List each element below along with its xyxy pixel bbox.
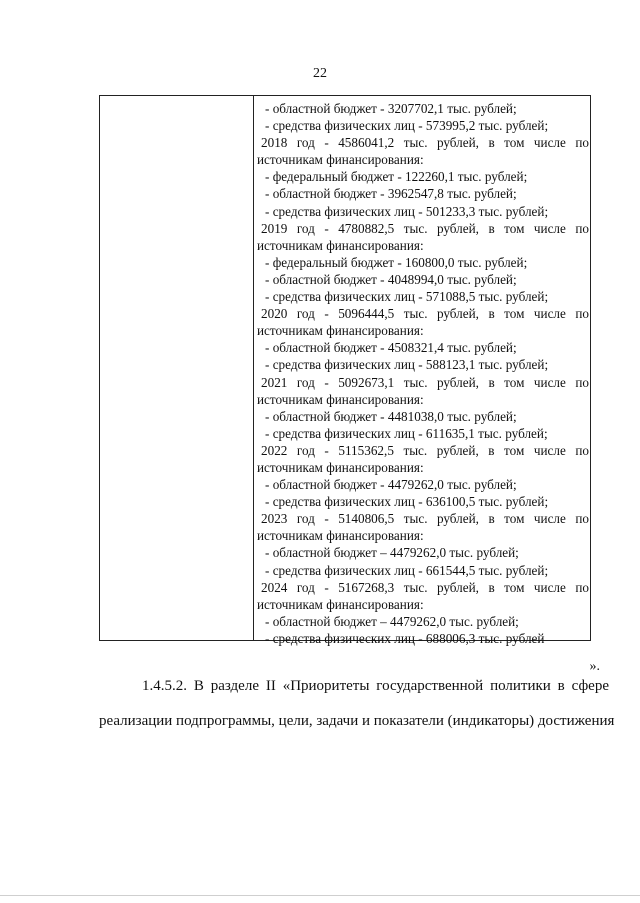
funding-line: 2018 год - 4586041,2 тыс. рублей, в том числе по xyxy=(261,135,589,151)
funding-line: источникам финансирования: xyxy=(257,459,424,475)
funding-line: - средства физических лиц - 501233,3 тыс. рублей; xyxy=(265,203,549,219)
funding-table xyxy=(99,95,591,646)
funding-line: - областной бюджет - 4479262,0 тыс. рублей; xyxy=(265,477,517,493)
bottom-divider xyxy=(0,895,640,896)
paragraph-line-2: реализации подпрограммы, цели, задачи и показатели (индикаторы) достижения xyxy=(99,713,615,729)
funding-line: - областной бюджет - 4048994,0 тыс. рублей; xyxy=(265,271,517,287)
funding-line: - средства физических лиц - 588123,1 тыс. рублей; xyxy=(265,357,549,373)
funding-line: 2020 год - 5096444,5 тыс. рублей, в том числе по xyxy=(261,306,589,322)
funding-line: источникам финансирования: xyxy=(257,237,424,253)
funding-line: - федеральный бюджет - 160800,0 тыс. рублей; xyxy=(265,254,528,270)
funding-line: - областной бюджет - 3962547,8 тыс. рублей; xyxy=(265,186,517,202)
paragraph-line-1: 1.4.5.2. В разделе II «Приоритеты государственной политики в сфере xyxy=(142,678,609,694)
funding-line: - областной бюджет – 4479262,0 тыс. рублей; xyxy=(265,545,519,561)
funding-line: источникам финансирования: xyxy=(257,391,424,407)
funding-line: - средства физических лиц - 688006,3 тыс. рублей xyxy=(265,630,545,646)
funding-line: - средства физических лиц - 661544,5 тыс. рублей; xyxy=(265,562,549,578)
funding-line: - областной бюджет - 4481038,0 тыс. рублей; xyxy=(265,408,517,424)
funding-line: 2023 год - 5140806,5 тыс. рублей, в том числе по xyxy=(261,511,589,527)
closing-quote: ». xyxy=(589,659,600,674)
funding-line: - средства физических лиц - 573995,2 тыс. рублей; xyxy=(265,118,549,134)
funding-line: - средства физических лиц - 611635,1 тыс. рублей; xyxy=(265,425,548,441)
funding-line: 2022 год - 5115362,5 тыс. рублей, в том числе по xyxy=(261,442,589,458)
funding-line: источникам финансирования: xyxy=(257,152,424,168)
funding-line: - областной бюджет - 3207702,1 тыс. рублей; xyxy=(265,101,517,116)
funding-line: - областной бюджет – 4479262,0 тыс. рублей; xyxy=(265,613,519,629)
table-right-cell xyxy=(257,100,589,647)
table-left-cell xyxy=(100,96,254,640)
funding-line: источникам финансирования: xyxy=(257,596,424,612)
funding-line: - федеральный бюджет - 122260,1 тыс. рублей; xyxy=(265,169,528,185)
funding-line: - областной бюджет - 4508321,4 тыс. рублей; xyxy=(265,340,517,356)
funding-line: - средства физических лиц - 571088,5 тыс. рублей; xyxy=(265,289,549,305)
funding-line: 2021 год - 5092673,1 тыс. рублей, в том числе по xyxy=(261,374,589,390)
funding-line: 2024 год - 5167268,3 тыс. рублей, в том числе по xyxy=(261,579,589,595)
funding-line: 2019 год - 4780882,5 тыс. рублей, в том числе по xyxy=(261,220,589,236)
funding-line: источникам финансирования: xyxy=(257,528,424,544)
page-number: 22 xyxy=(313,66,327,81)
funding-line: источникам финансирования: xyxy=(257,323,424,339)
funding-line: - средства физических лиц - 636100,5 тыс. рублей; xyxy=(265,494,549,510)
